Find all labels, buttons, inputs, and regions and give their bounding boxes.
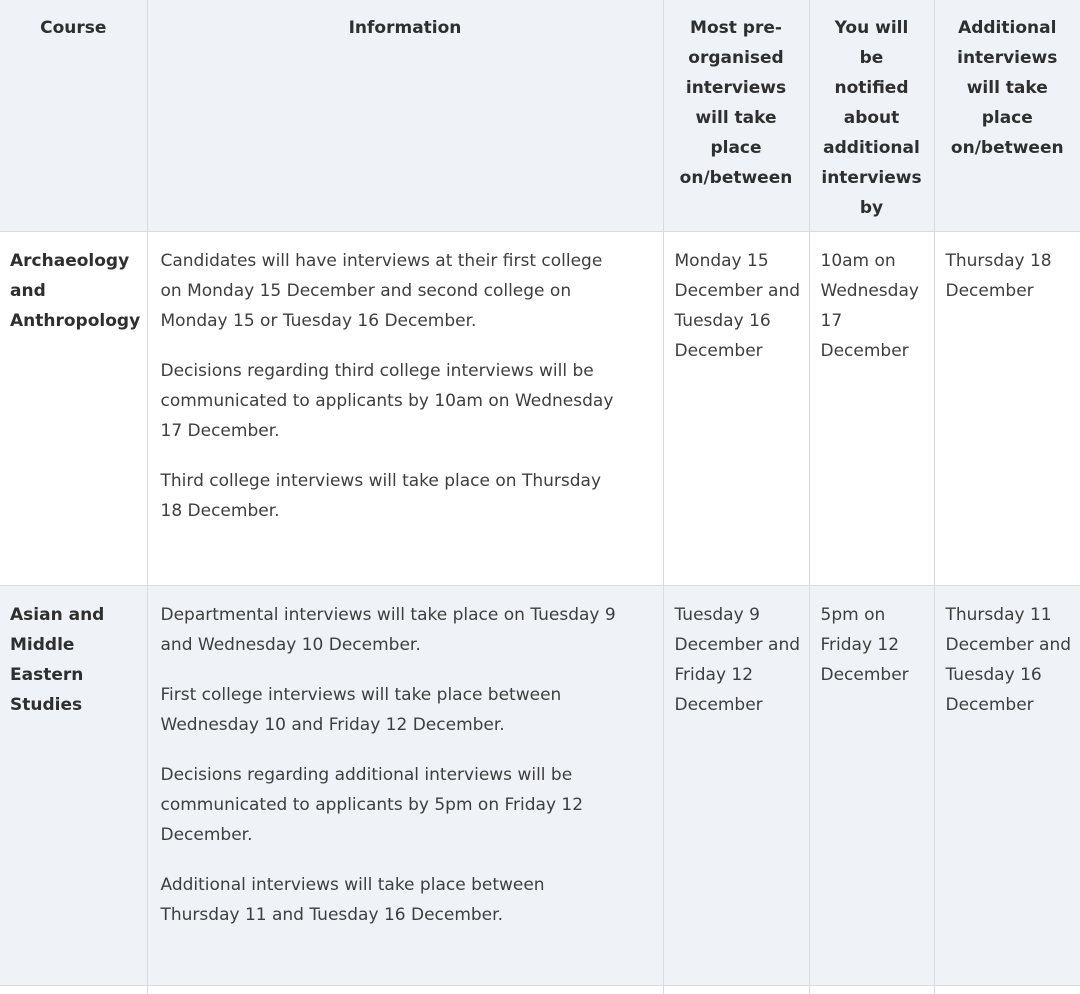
information-paragraph-1: Candidates will have interviews at their first college on Monday 15 December and second college on Monday 15 or Tuesday 16 December. xyxy=(160,251,603,331)
notified-by-cell: 10am on Wednesday 17 December xyxy=(809,232,934,586)
notified-by-cell: 5pm on Friday 12 December xyxy=(809,586,934,986)
column-header-notified-by: You will be notified about additional interviews by xyxy=(809,0,934,232)
column-header-additional-interviews: Additional interviews will take place on/between xyxy=(934,0,1080,232)
table-body xyxy=(0,232,1080,994)
information-paragraph-1: Departmental interviews will take place on Tuesday 9 and Wednesday 10 December. xyxy=(160,605,616,655)
information-paragraph-3: Third college interviews will take place on Thursday 18 December. xyxy=(160,471,602,521)
course-cell: Archaeology and Anthropology xyxy=(0,232,147,586)
information-cell xyxy=(147,586,663,986)
partial-cell xyxy=(934,986,1080,994)
information-paragraph-4: Additional interviews will take place between Thursday 11 and Tuesday 16 December. xyxy=(160,875,545,925)
preorganised-dates-cell: Monday 15 December and Tuesday 16 December xyxy=(663,232,809,586)
column-header-course: Course xyxy=(0,0,147,232)
information-paragraph-3: Decisions regarding additional interviews will be communicated to applicants by 5pm on Friday 12 December. xyxy=(160,765,584,845)
partial-cell xyxy=(663,986,809,994)
partial-cell xyxy=(147,986,663,994)
table-row-asian-and-middle-eastern-studies xyxy=(0,586,1080,986)
preorganised-dates-cell: Tuesday 9 December and Friday 12 December xyxy=(663,586,809,986)
information-cell xyxy=(147,232,663,586)
information-paragraph-2: Decisions regarding third college interviews will be communicated to applicants by 10am on Wednesday 17 December. xyxy=(160,361,614,441)
header-row xyxy=(0,0,1080,232)
course-cell: Asian and Middle Eastern Studies xyxy=(0,586,147,986)
additional-dates-cell: Thursday 11 December and Tuesday 16 December xyxy=(934,586,1080,986)
table-header xyxy=(0,0,1080,232)
additional-dates-cell: Thursday 18 December xyxy=(934,232,1080,586)
information-paragraph-2: First college interviews will take place between Wednesday 10 and Friday 12 December. xyxy=(160,685,562,735)
table-row-partial xyxy=(0,986,1080,994)
table-row-archaeology-and-anthropology xyxy=(0,232,1080,586)
column-header-information: Information xyxy=(147,0,663,232)
partial-cell xyxy=(809,986,934,994)
column-header-preorganised-interviews: Most pre-organised interviews will take place on/between xyxy=(663,0,809,232)
partial-cell xyxy=(0,986,147,994)
